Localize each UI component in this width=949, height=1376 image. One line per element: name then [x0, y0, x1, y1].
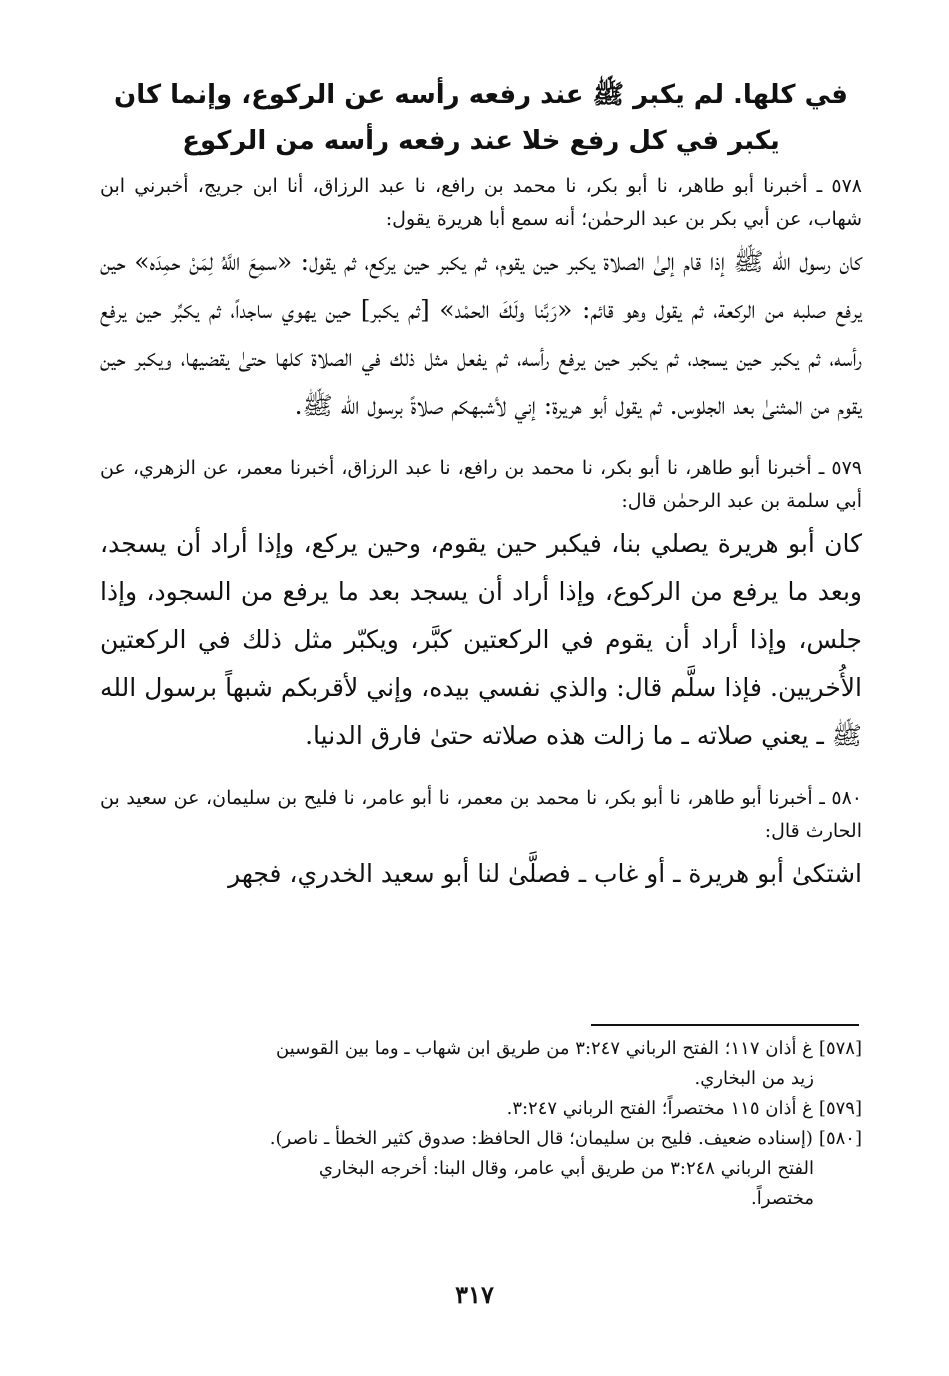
- hadith-579-matn: كان أبو هريرة يصلي بنا، فيكبر حين يقوم، وحين يركع، وإذا أراد أن يسجد، وبعد ما يرفع من الركوع، وإذا أراد أن يسجد بعد ما يرفع من السجود، وإذا جلس، وإذا أراد أن يقوم في الركعتين كبَّر، ويكبّر مثل ذلك في الركعتين الأُخريين. فإذا سلَّم قال: والذي نفسي بيده، وإني لأقربكم شبهاً برسول الله ﷺ ـ يعني صلاته ـ ما زالت هذه صلاته حتىٰ فارق الدنيا.: [100, 529, 862, 750]
- page-number: ٣١٧: [455, 1280, 494, 1309]
- footnote-number: [٥٧٨]: [818, 1038, 862, 1059]
- footnote-579: [100, 1094, 862, 1124]
- footnote-separator: [591, 1024, 859, 1026]
- page-body: [100, 72, 862, 898]
- hadith-578-matn: كان رسول الله ﷺ إذا قام إلىٰ الصلاة يكبر حين يقوم، ثم يكبر حين يركع، ثم يقول: «سمِعَ اللَّهُ لِمَنْ حمِدَه» حين يرفع صلبه من الركعة، ثم يقول وهو قائم: «رَبَّنا ولَكَ الحمْد» [ثم يكبر] حين يهوي ساجداً، ثم يكبِّر حين يرفع رأسه، ثم يكبر حين يسجد، ثم يكبر حين يرفع رأسه، ثم يفعل مثل ذلك في الصلاة كلها حتىٰ يقضيها، ويكبر حين يقوم من المثنىٰ بعد الجلوس. ثم يقول أبو هريرة: إني لأشبهكم صلاةً برسول الله ﷺ.: [100, 247, 862, 420]
- hadith-578-isnad: ٥٧٨ ـ أخبرنا أبو طاهر، نا أبو بكر، نا محمد بن رافع، نا عبد الرزاق، أنا ابن جريج، أخبرني ابن شهاب، عن أبي بكر بن عبد الرحمٰن؛ أنه سمع أبا هريرة يقول:: [100, 175, 862, 230]
- footnote-578: [100, 1034, 862, 1064]
- footnote-578-continued: زيد من البخاري.: [694, 1068, 814, 1089]
- footnotes: [100, 1034, 862, 1214]
- footnote-580-continued: الفتح الرباني ٣:٢٤٨ من طريق أبي عامر، وقال البنا: أخرجه البخاري: [318, 1158, 814, 1179]
- hadith-580-matn: اشتكىٰ أبو هريرة ـ أو غاب ـ فصلَّىٰ لنا أبو سعيد الخدري، فجهر: [228, 859, 862, 888]
- footnote-text: غ أذان ١١٧؛ الفتح الرباني ٣:٢٤٧ من طريق ابن شهاب ـ وما بين القوسين: [276, 1038, 813, 1059]
- footnote-number: [٥٧٩]: [818, 1098, 862, 1119]
- footnote-580: [100, 1124, 862, 1154]
- hadith-579-isnad: ٥٧٩ ـ أخبرنا أبو طاهر، نا أبو بكر، نا محمد بن رافع، نا عبد الرزاق، أخبرنا معمر، عن الزهري، عن أبي سلمة بن عبد الرحمٰن قال:: [100, 457, 862, 512]
- footnote-number: [٥٨٠]: [818, 1128, 862, 1149]
- footnote-text: (إسناده ضعيف. فليح بن سليمان؛ قال الحافظ: صدوق كثير الخطأ ـ ناصر).: [269, 1128, 813, 1149]
- hadith-580-isnad: ٥٨٠ ـ أخبرنا أبو طاهر، نا أبو بكر، نا محمد بن معمر، نا أبو عامر، نا فليح بن سليمان، عن سعيد بن الحارث قال:: [100, 787, 862, 842]
- chapter-heading: في كلها. لم يكبر ﷺ عند رفعه رأسه عن الركوع، وإنما كان يكبر في كل رفع خلا عند رفعه رأسه من الركوع: [114, 80, 848, 156]
- footnote-580-continued: مختصراً.: [751, 1188, 814, 1209]
- footnote-text: غ أذان ١١٥ مختصراً؛ الفتح الرباني ٣:٢٤٧.: [506, 1098, 813, 1119]
